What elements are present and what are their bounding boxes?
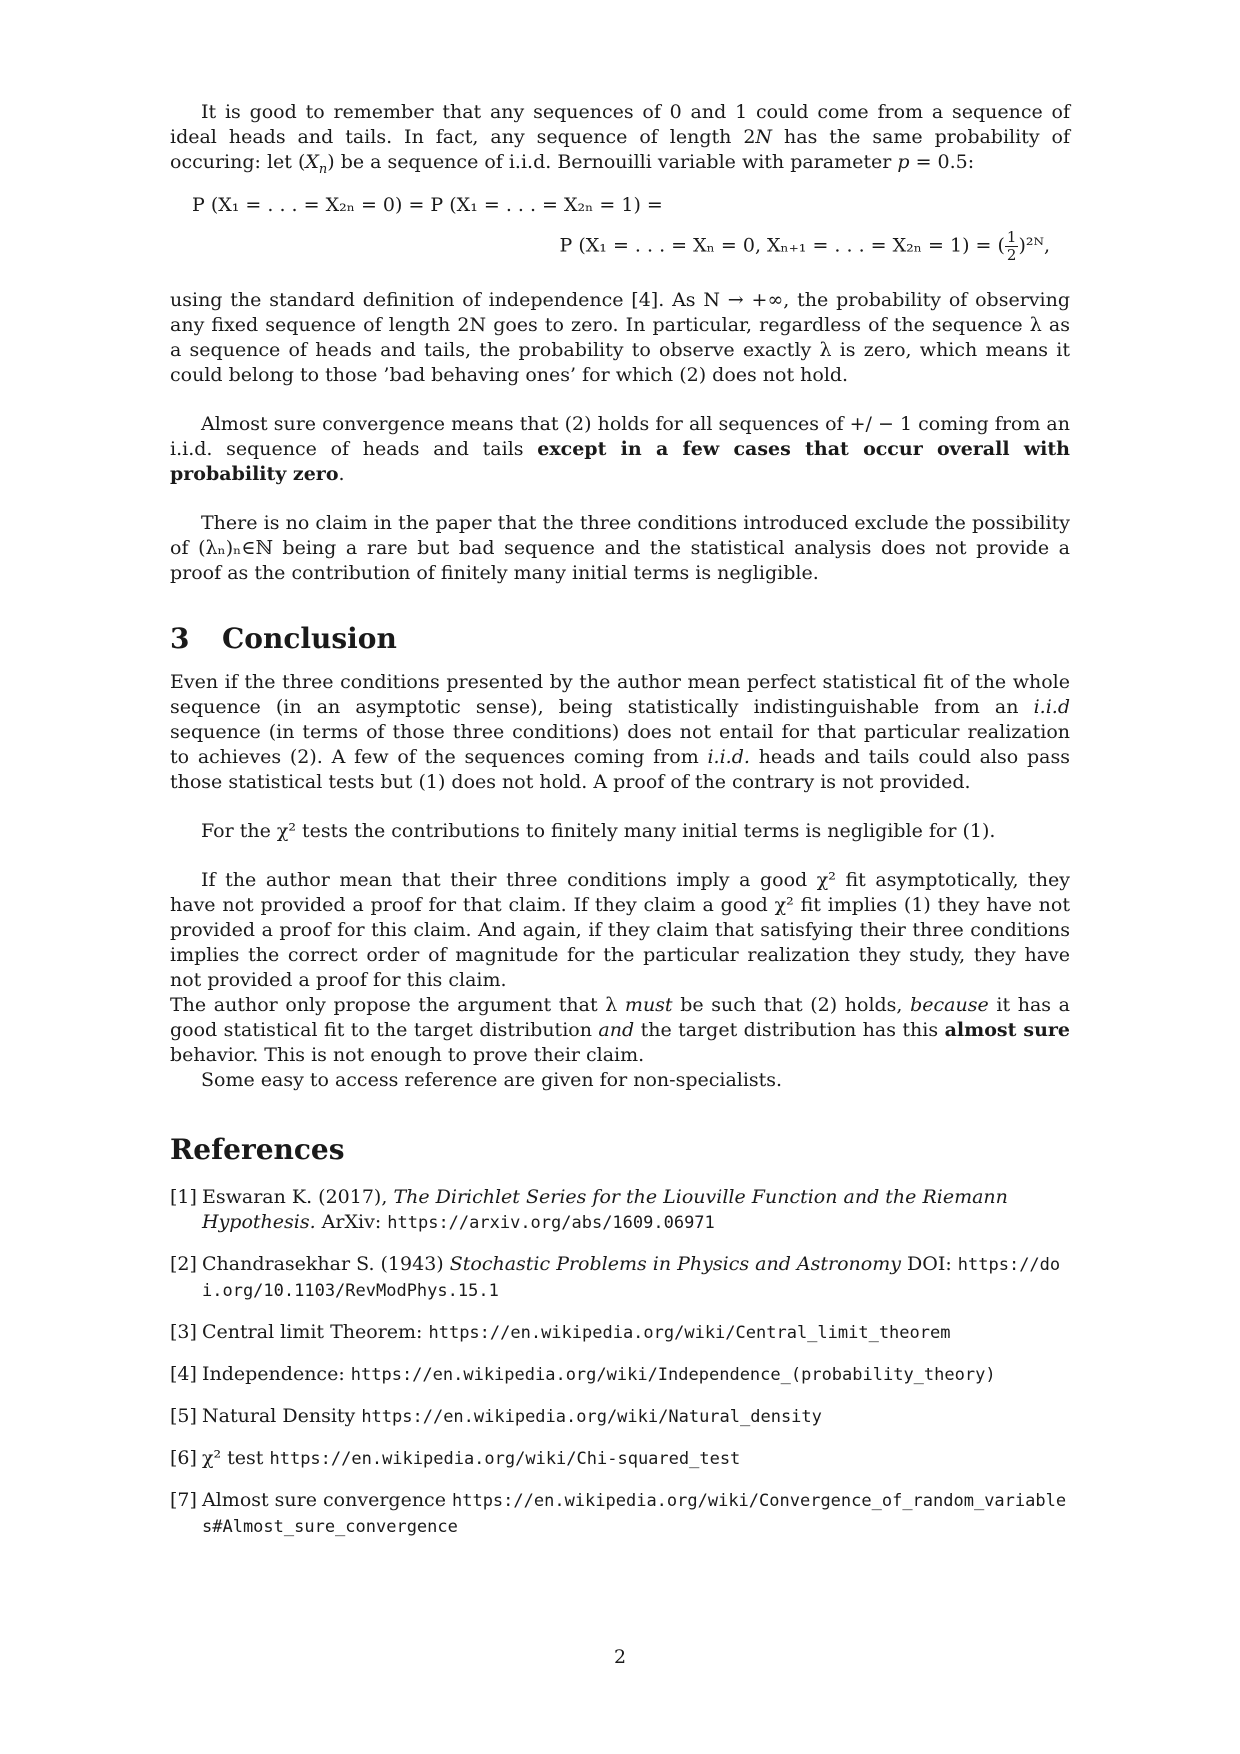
reference-link-7[interactable]: https://en.wikipedia.org/wiki/Convergence_of_random_variables#Almost_sure_convergence bbox=[202, 1491, 1067, 1537]
reference-item-7: [7] Almost sure convergence https://en.wikipedia.org/wiki/Convergence_of_random_variables#Almost_sure_convergence bbox=[170, 1489, 1067, 1537]
section-heading-conclusion: 3 Conclusion bbox=[170, 622, 397, 655]
reference-link-2[interactable]: https://doi.org/10.1103/RevModPhys.15.1 bbox=[202, 1255, 1061, 1301]
reference-link-5[interactable]: https://en.wikipedia.org/wiki/Natural_density bbox=[361, 1407, 822, 1427]
reference-link-6[interactable]: https://en.wikipedia.org/wiki/Chi-squared_test bbox=[269, 1449, 741, 1469]
page-number: 2 bbox=[613, 1646, 627, 1668]
fraction-one-half: $\frac{1}{2}$ bbox=[1006, 228, 1017, 264]
page-content bbox=[170, 100, 1070, 1556]
reference-link-4[interactable]: https://en.wikipedia.org/wiki/Independence_(probability_theory) bbox=[350, 1365, 996, 1385]
equation-line-1: P (X₁ = . . . = X₂ₙ = 0) = P (X₁ = . . . = X₂ₙ = 1) = bbox=[192, 194, 663, 216]
conclusion-paragraph-4: The author only propose the argument that λ must be such that (2) holds, because it has a good statistical fit to the target distribution and the target distribution has this almost sure behavior. This is not enough to prove their claim. bbox=[170, 994, 1070, 1066]
references-heading: References bbox=[170, 1133, 345, 1166]
reference-item-2: [2] Chandrasekhar S. (1943) Stochastic Problems in Physics and Astronomy DOI: https://doi.org/10.1103/RevModPhys.15.1 bbox=[170, 1253, 1061, 1301]
reference-item-5: [5] Natural Density https://en.wikipedia.org/wiki/Natural_density bbox=[170, 1405, 822, 1427]
probability-equation bbox=[170, 185, 1070, 280]
reference-item-3: [3] Central limit Theorem: https://en.wikipedia.org/wiki/Central_limit_theorem bbox=[170, 1321, 951, 1343]
intro-paragraph: It is good to remember that any sequences of 0 and 1 could come from a sequence of ideal heads and tails. In fact, any sequence of length 2N has the same probability of occuring: let $(X_n)$ be a sequence of i.i.d. Bernouilli variable with parameter p = 0.5: bbox=[170, 101, 1070, 177]
conclusion-paragraph-1: Even if the three conditions presented by the author mean perfect statistical fit of the whole sequence (in an asymptotic sense), being statistically indistinguishable from an i.i.d sequence (in terms of those three conditions) does not entail for that particular realization to achieves (2). A few of the sequences coming from i.i.d. heads and tails could also pass those statistical tests but (1) does not hold. A proof of the contrary is not provided. bbox=[170, 671, 1070, 793]
reference-link-3[interactable]: https://en.wikipedia.org/wiki/Central_limit_theorem bbox=[428, 1323, 951, 1343]
reference-item-6: [6] χ² test https://en.wikipedia.org/wiki/Chi-squared_test bbox=[170, 1447, 741, 1469]
conclusion-paragraph-5: Some easy to access reference are given for non-specialists. bbox=[201, 1069, 783, 1091]
conclusion-paragraph-3: If the author mean that their three conditions imply a good χ² fit asymptotically, they have not provided a proof for that claim. If they claim a good χ² fit implies (1) they have not provided a proof for this claim. And again, if they claim that satisfying their three conditions implies the correct order of magnitude for the particular realization they study, they have not provided a proof for this claim. bbox=[170, 869, 1070, 991]
paragraph-independence: using the standard definition of independence [4]. As N → +∞, the probability of observing any fixed sequence of length 2N goes to zero. In particular, regardless of the sequence λ as a sequence of heads and tails, the probability to observe exactly λ is zero, which means it could belong to those ’bad behaving ones’ for which (2) does not hold. bbox=[170, 289, 1070, 386]
reference-list bbox=[170, 1185, 1070, 1540]
paragraph-almost-sure: Almost sure convergence means that (2) holds for all sequences of +/ − 1 coming from an i.i.d. sequence of heads and tails except in a few cases that occur overall with probability zero. bbox=[170, 413, 1070, 485]
reference-link-1[interactable]: https://arxiv.org/abs/1609.06971 bbox=[387, 1213, 715, 1233]
reference-item-4: [4] Independence: https://en.wikipedia.org/wiki/Independence_(probability_theory) bbox=[170, 1363, 996, 1385]
paragraph-no-claim: There is no claim in the paper that the three conditions introduced exclude the possibility of (λₙ)ₙ∈ℕ being a rare but bad sequence and the statistical analysis does not provide a proof as the contribution of finitely many initial terms is negligible. bbox=[170, 512, 1070, 584]
conclusion-paragraph-2: For the χ² tests the contributions to finitely many initial terms is negligible for (1). bbox=[201, 820, 996, 842]
equation-line-2: P (X₁ = . . . = Xₙ = 0, Xₙ₊₁ = . . . = X₂ₙ = 1) = ( $\frac{1}{2}$ )²ᴺ, bbox=[559, 228, 1050, 264]
reference-item-1: [1] Eswaran K. (2017), The Dirichlet Series for the Liouville Function and the Riemann Hypothesis. ArXiv: https://arxiv.org/abs/1609.06971 bbox=[170, 1186, 1008, 1233]
